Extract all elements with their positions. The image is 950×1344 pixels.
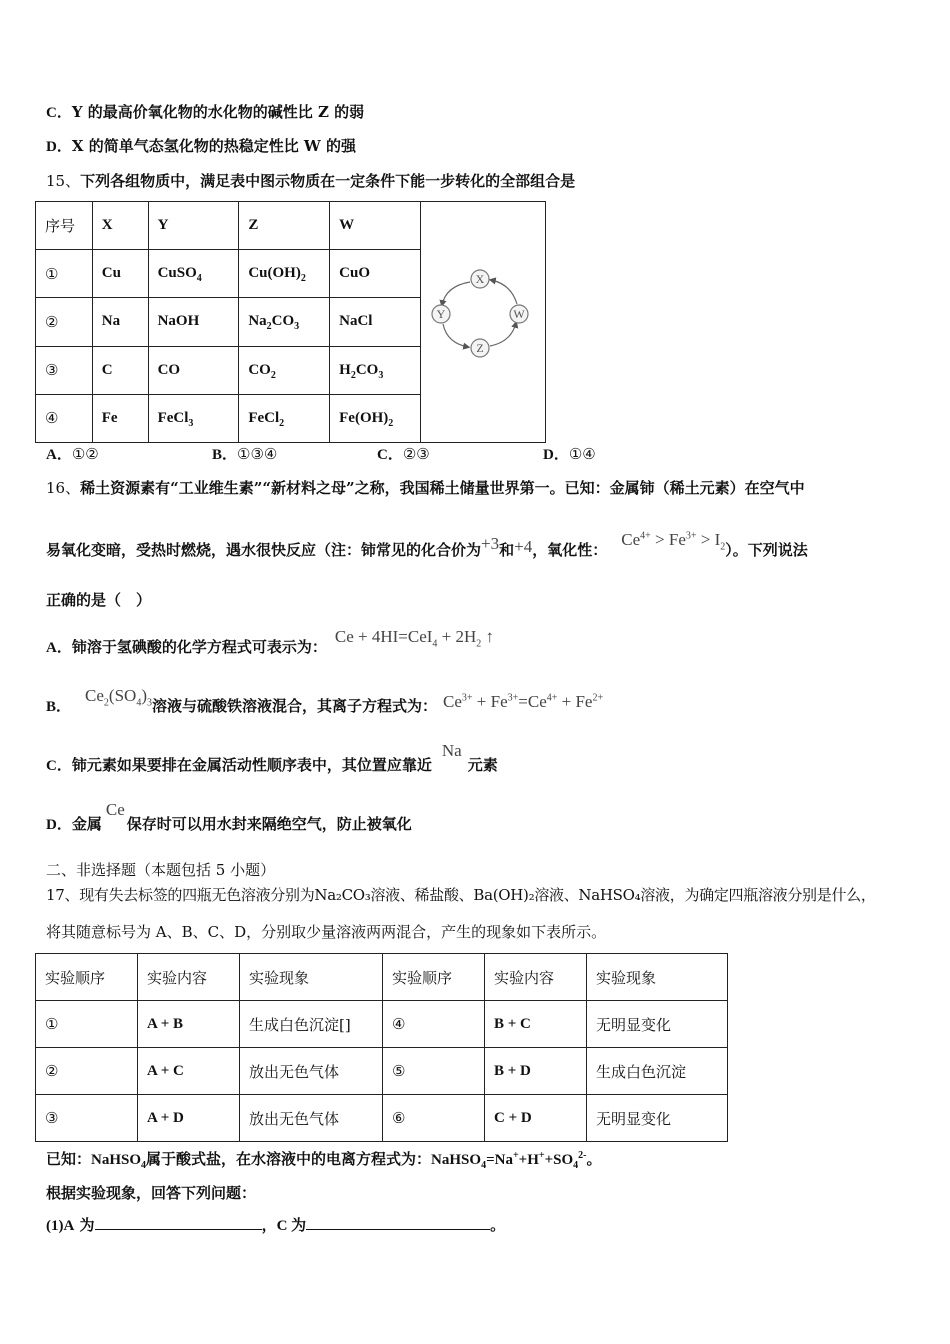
arrow-x-to-y bbox=[442, 282, 470, 305]
cell: ① bbox=[36, 1001, 138, 1048]
svg-text:X: X bbox=[475, 272, 485, 286]
cell: ② bbox=[36, 1048, 138, 1095]
text: ， bbox=[261, 1216, 277, 1234]
sub-question-label: (1)A bbox=[46, 1218, 75, 1234]
q16-option-d[interactable]: D．金属Ce保存时可以用水封来隔绝空气，防止被氧化 bbox=[46, 800, 412, 833]
table-row bbox=[36, 1095, 728, 1142]
cell: A + D bbox=[138, 1095, 240, 1142]
q15-option-c[interactable]: C．②③ bbox=[377, 445, 430, 463]
equation: $Ce + 4HI=CeI_4 + 2H_2$ ↑ bbox=[334, 627, 495, 650]
cell: B + D bbox=[485, 1048, 587, 1095]
header-cell: 实验现象 bbox=[240, 954, 383, 1001]
q15-stem bbox=[46, 171, 575, 191]
cell-z: $Na_2CO_3$ bbox=[239, 298, 330, 346]
option-label: D． bbox=[46, 139, 72, 155]
cell-x: C bbox=[92, 346, 148, 394]
option-text: X 的简单气态氢化物的热稳定性比 W 的强 bbox=[71, 137, 356, 155]
arrow-y-to-z bbox=[443, 324, 468, 347]
arrow-w-to-x bbox=[491, 280, 517, 304]
cell-w: $Fe(OH)_2$ bbox=[330, 394, 421, 442]
q17-stem-line2: 将其随意标号为 A、B、C、D，分别取少量溶液两两混合，产生的现象如下表所示。 bbox=[46, 923, 607, 941]
q14-option-d bbox=[46, 136, 356, 157]
question-number: 15、 bbox=[46, 172, 81, 190]
cell-w: CuO bbox=[330, 250, 421, 298]
table-header-row bbox=[36, 202, 546, 250]
header-cell: 序号 bbox=[36, 202, 93, 250]
cell: ⑥ bbox=[383, 1095, 485, 1142]
node-z bbox=[471, 339, 489, 357]
text: 为 bbox=[74, 1216, 95, 1234]
node-w bbox=[510, 305, 528, 323]
q16-stem-line2 bbox=[46, 530, 808, 560]
q17-stem-line1 bbox=[46, 885, 876, 905]
header-cell: W bbox=[330, 202, 421, 250]
arrow-z-to-w bbox=[490, 323, 516, 346]
text: 和 bbox=[499, 541, 515, 559]
cell: 无明显变化 bbox=[587, 1001, 728, 1048]
cell: B + C bbox=[485, 1001, 587, 1048]
cell: 放出无色气体 bbox=[240, 1095, 383, 1142]
row-number: ② bbox=[36, 298, 93, 346]
header-cell: Y bbox=[148, 202, 239, 250]
text: 。 bbox=[490, 1216, 506, 1234]
cell-z: FeCl$_2$ bbox=[239, 394, 330, 442]
text: 易氧化变暗，受热时燃烧，遇水很快反应（注：铈常见的化合价为 bbox=[46, 541, 482, 559]
cell: ⑤ bbox=[383, 1048, 485, 1095]
row-number: ③ bbox=[36, 346, 93, 394]
table-header-row bbox=[36, 954, 728, 1001]
q16-stem-line3 bbox=[46, 590, 151, 610]
cell-y: CuSO$_4$ bbox=[148, 250, 239, 298]
cell-z: $CO_2$ bbox=[239, 346, 330, 394]
text: ，氧化性： bbox=[532, 541, 608, 559]
question-number: 16、 bbox=[46, 479, 81, 497]
cell-x: Na bbox=[92, 298, 148, 346]
header-cell: 实验内容 bbox=[485, 954, 587, 1001]
cell-y: CO bbox=[148, 346, 239, 394]
header-cell: 实验内容 bbox=[138, 954, 240, 1001]
cell: 生成白色沉淀[] bbox=[240, 1001, 383, 1048]
cycle-diagram-cell bbox=[420, 202, 545, 443]
cell-y: NaOH bbox=[148, 298, 239, 346]
header-cell: 实验现象 bbox=[587, 954, 728, 1001]
cell: ③ bbox=[36, 1095, 138, 1142]
svg-text:W: W bbox=[513, 307, 525, 321]
section-title: 二、非选择题（本题包括 5 小题） bbox=[46, 861, 276, 879]
q16-option-c[interactable]: C．铈元素如果要排在金属活动性顺序表中，其位置应靠近Na元素 bbox=[46, 741, 498, 774]
q15-option-d[interactable]: D．①④ bbox=[543, 445, 596, 463]
q16-stem-line1 bbox=[46, 478, 805, 498]
q17-table bbox=[35, 953, 728, 1142]
cell-w: $H_2CO_3$ bbox=[330, 346, 421, 394]
cell-x: Fe bbox=[92, 394, 148, 442]
cell: A + B bbox=[138, 1001, 240, 1048]
question-text: 现有失去标签的四瓶无色溶液分别为Na₂CO₃溶液、稀盐酸、Ba(OH)₂溶液、NaHSO₄溶液，为确定四瓶溶液分别是什么， bbox=[79, 886, 876, 904]
table-row bbox=[36, 1048, 728, 1095]
question-text: 正确的是（ ） bbox=[46, 591, 152, 609]
option-text: Y 的最高价氧化物的水化物的碱性比 Z 的弱 bbox=[71, 103, 365, 121]
cell: C + D bbox=[485, 1095, 587, 1142]
q14-option-c bbox=[46, 102, 364, 123]
cell: ④ bbox=[383, 1001, 485, 1048]
question-text: 稀土资源素有“工业维生素”“新材料之母”之称，我国稀土储量世界第一。已知：金属铈（稀土元素）在空气中 bbox=[80, 479, 805, 497]
cycle-diagram bbox=[421, 202, 545, 438]
q15-option-a[interactable]: A．①② bbox=[46, 445, 99, 463]
valence-plus-3: +3 bbox=[481, 534, 500, 553]
ionic-equation: $Ce^{3+} + Fe^{3+}=Ce^{4+} + Fe^{2+}$ bbox=[443, 692, 604, 711]
answer-blank-a[interactable] bbox=[95, 1215, 262, 1230]
q17-prompt: 根据实验现象，回答下列问题： bbox=[46, 1184, 257, 1202]
header-cell: 实验顺序 bbox=[383, 954, 485, 1001]
header-cell: Z bbox=[239, 202, 330, 250]
cell: 无明显变化 bbox=[587, 1095, 728, 1142]
element-ce: Ce bbox=[105, 800, 125, 819]
cell: 放出无色气体 bbox=[240, 1048, 383, 1095]
q17-sub1 bbox=[46, 1215, 505, 1236]
element-na: Na bbox=[441, 741, 462, 760]
q17-known-note: 已知：NaHSO$_4$属于酸式盐，在水溶液中的电离方程式为：$NaHSO_4=Na^++H^++SO_4^{2-}$。 bbox=[46, 1150, 602, 1171]
cell: 生成白色沉淀 bbox=[587, 1048, 728, 1095]
q15-table bbox=[35, 201, 546, 443]
valence-plus-4: +4 bbox=[514, 537, 533, 556]
question-number: 17、 bbox=[46, 886, 80, 904]
header-cell: X bbox=[92, 202, 148, 250]
q15-option-b[interactable]: B．①③④ bbox=[212, 445, 278, 463]
cell: A + C bbox=[138, 1048, 240, 1095]
cell-x: Cu bbox=[92, 250, 148, 298]
cell-w: NaCl bbox=[330, 298, 421, 346]
cell-y: FeCl$_3$ bbox=[148, 394, 239, 442]
node-y bbox=[432, 305, 450, 323]
cell-z: $Cu(OH)_2$ bbox=[239, 250, 330, 298]
svg-text:Y: Y bbox=[436, 307, 446, 321]
answer-blank-c[interactable] bbox=[306, 1215, 490, 1230]
table-row bbox=[36, 1001, 728, 1048]
question-text: 下列各组物质中，满足表中图示物质在一定条件下能一步转化的全部组合是 bbox=[80, 172, 576, 190]
header-cell: 实验顺序 bbox=[36, 954, 138, 1001]
option-label: C． bbox=[46, 105, 72, 121]
svg-text:Z: Z bbox=[476, 341, 484, 355]
node-x bbox=[471, 270, 489, 288]
formula-ce2so43: $Ce_2(SO_4)_3$ bbox=[85, 686, 152, 709]
text: ）。下列说法 bbox=[725, 541, 808, 559]
q16-option-b[interactable]: B．$Ce_2(SO_4)_3$溶液与硫酸铁溶液混合，其离子方程式为： $Ce^{3+} + Fe^{3+}=Ce^{4+} + Fe^{2+}$ bbox=[46, 686, 604, 715]
row-number: ④ bbox=[36, 394, 93, 442]
oxidizing-order-formula: $Ce^{4+} > Fe^{3+} > I_2$ bbox=[621, 530, 726, 553]
row-number: ① bbox=[36, 250, 93, 298]
text: C 为 bbox=[276, 1218, 307, 1234]
q16-option-a[interactable]: A．铈溶于氢碘酸的化学方程式可表示为：$Ce + 4HI=CeI_4 + 2H_2$ ↑ bbox=[46, 627, 495, 656]
